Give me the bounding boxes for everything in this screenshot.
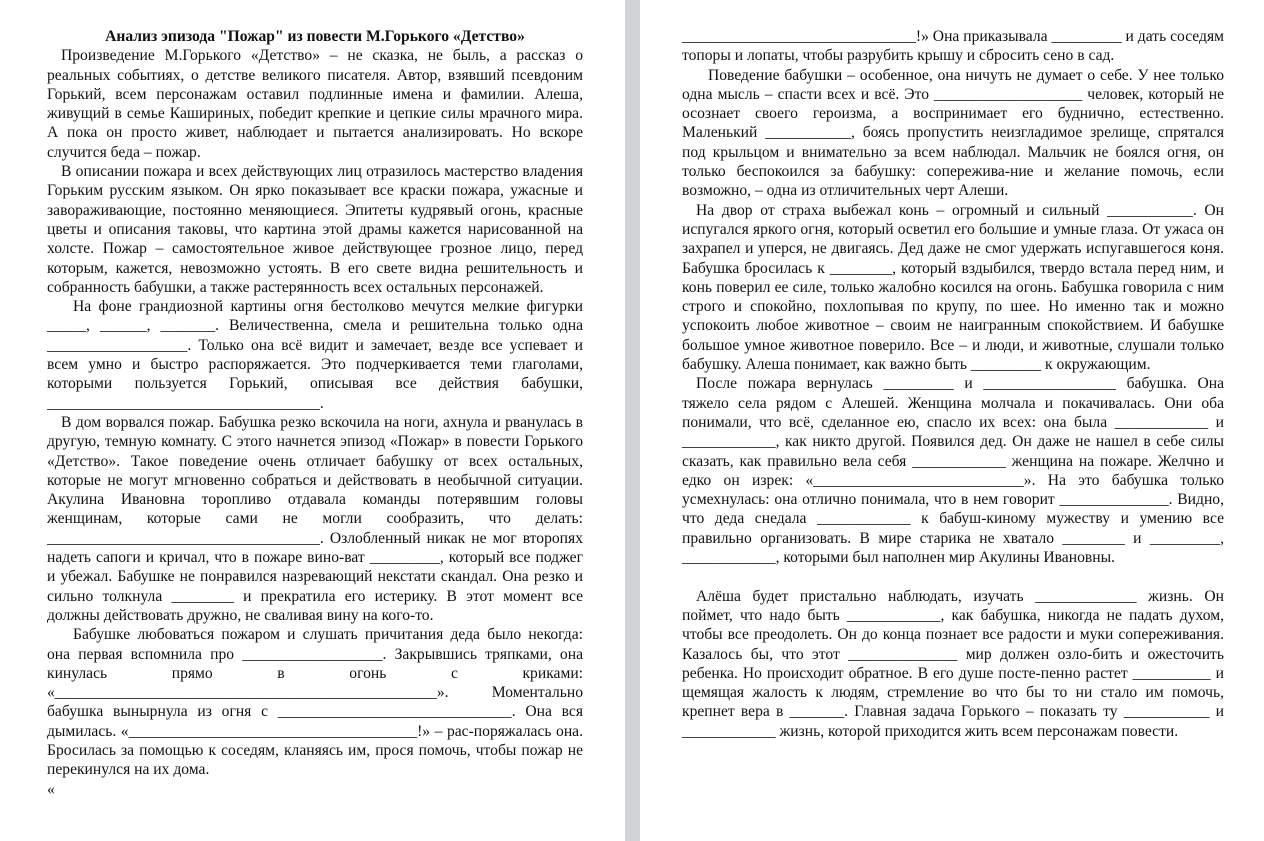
- paragraph: Алёша будет пристально наблюдать, изучать _____________ жизнь. Он поймет, что надо быть ____________, как бабушка, никогда не падать духом, чтобы все преодолеть. Он до конца познает все радости и муки сопереживания. Казалось бы, что этот ______________ мир должен озло-бить и ожесточить ребенка. Но происходит обратное. В его душе посте-пенно растет __________ и щемящая жалость к людям, стремление во что бы то ни стало им помочь, крепнет вера в _______. Главная задача Горького – показать ту ___________ и ____________ жизнь, которой приходится жить всем персонажам повести.: [682, 587, 1224, 740]
- document-page-right: [640, 0, 1264, 841]
- paragraph: Поведение бабушки – особенное, она ничуть не думает о себе. У нее только одна мысль – спасти всех и всё. Это ___________________ человек, который не осознает своего героизма, а воспринимает его буднично, естественно. Маленький ___________, боясь пропустить неизгладимое зрелище, спрятался под крыльцом и внимательно за всем наблюдал. Мальчик не боялся огня, он только беспокоился за бабушку: сопережива-ние и желание помочь, если возможно, – одна из отличительных черт Алеши.: [682, 66, 1224, 200]
- paragraph: В описании пожара и всех действующих лиц отразилось мастерство владения Горьким русским языком. Он ярко показывает все краски пожара, ужасные и завораживающие, постоянно меняющиеся. Эпитеты кудрявый огонь, красные цветы и описания таковы, что картина этой драмы кажется нарисованной на холсте. Пожар – самостоятельное живое действующее грозное лицо, перед которым, кажется, невозможно устоять. В его свете видна решительность и собранность бабушки, а также растерянность всех остальных персонажей.: [47, 163, 583, 296]
- document-title: Анализ эпизода "Пожар" из повести М.Горького «Детство»: [105, 28, 525, 45]
- paragraph: В дом ворвался пожар. Бабушка резко вскочила на ноги, ахнула и рванулась в другую, темную комнату. С этого начнется эпизод «Пожар» в повести Горького «Детство». Такое поведение очень отличает бабушку от всех остальных, которые не могут мгновенно собраться и действовать в необычной ситуации. Акулина Ивановна торопливо отдавала команды потерявшим головы женщинам, которые сами не могли сообразить, что делать: ___________________________________. Озлобленный никак не мог второпях надеть сапоги и кричал, что в пожаре вино-ват _________, который все поджег и убежал. Бабушке не понравился назревающий некстати скандал. Она резко и сильно толкнула ________ и прекратила его истерику. В этот момент все должны действовать дружно, не сваливая вину на кого-то.: [47, 413, 583, 624]
- paragraph: На двор от страха выбежал конь – огромный и сильный ___________. Он испугался яркого огня, который осветил его большие и умные глаза. От ужаса он захрапел и уперся, не двигаясь. Дед даже не смог удержать испугавшегося коня. Бабушка бросилась к ________, который вздыбился, твердо встала перед ним, и конь поверил ее силе, только жалобно косился на огонь. Бабушка говорила с ним строго и спокойно, похлопывая по крупу, по шее. Но именно так и можно успокоить любое животное – своим не наигранным спокойствием. И бабушке большое умное животное поверило. Все – и люди, и животные, слушали только бабушку. Алеша понимает, как важно быть _________ к окружающим.: [682, 201, 1224, 374]
- document-page-left: [0, 0, 625, 841]
- paragraph: После пожара вернулась _________ и _________________ бабушка. Она тяжело села рядом с Алешей. Женщина молчала и покачивалась. Они оба понимали, что всё, сделанное ею, спасло их всех: она была ____________ и ____________, как никто другой. Появился дед. Он даже не нашел в себе силы сказать, как правильно вела себя ____________ женщина на пожаре. Желчно и едко он изрек: «___________________________». На это бабушка только усмехнулась: она отлично понимала, что в нем говорит ______________. Видно, что деда снедала ____________ к бабуш-киному мужеству и умению все правильно организовать. В мире старика не хватало ________ и _________, ____________, которыми был наполнен мир Акулины Ивановны.: [682, 375, 1224, 567]
- paragraph: Произведение М.Горького «Детство» – не сказка, не быль, а рассказ о реальных событиях, о детстве великого писателя. Автор, взявший псевдоним Горький, всем персонажам оставил подлинные имена и фамилии. Алеша, живущий в семье Кашириных, победит крепкие и цепкие силы мрачного мира. А пока он просто живет, наблюдает и пытается анализировать. Но вскоре случится беда – пожар.: [47, 47, 583, 161]
- paragraph: На фоне грандиозной картины огня бестолково мечутся мелкие фигурки _____, ______, _______. Величественна, смела и решительна только одна __________________. Только она всё видит и замечает, везде все успевает и всем умно и быстро распоряжается. Это подчеркивается теми глаголами, которыми пользуется Горький, описывая все действия бабушки, ___________________________________.: [47, 298, 583, 412]
- paragraph: «: [47, 780, 55, 798]
- paragraph: ______________________________!» Она приказывала _________ и дать соседям топоры и лопаты, чтобы разрубить крышу и сбросить сено в сад.: [682, 28, 1224, 65]
- paragraph: Бабушке любоваться пожаром и слушать причитания деда было некогда: она первая вспомнила про __________________. Закрывшись тряпками, она кинулась прямо в огонь с криками: «_________________________________________________». Моментально бабушка вынырнула из огня с ______________________________. Она вся дымилась. «_____________________________________!» – рас-поряжалась она. Бросилась за помощью к соседям, кланяясь им, прося помочь, чтобы пожар не перекинулся на их дома.: [47, 626, 583, 779]
- paragraph-spacer: [682, 567, 1224, 586]
